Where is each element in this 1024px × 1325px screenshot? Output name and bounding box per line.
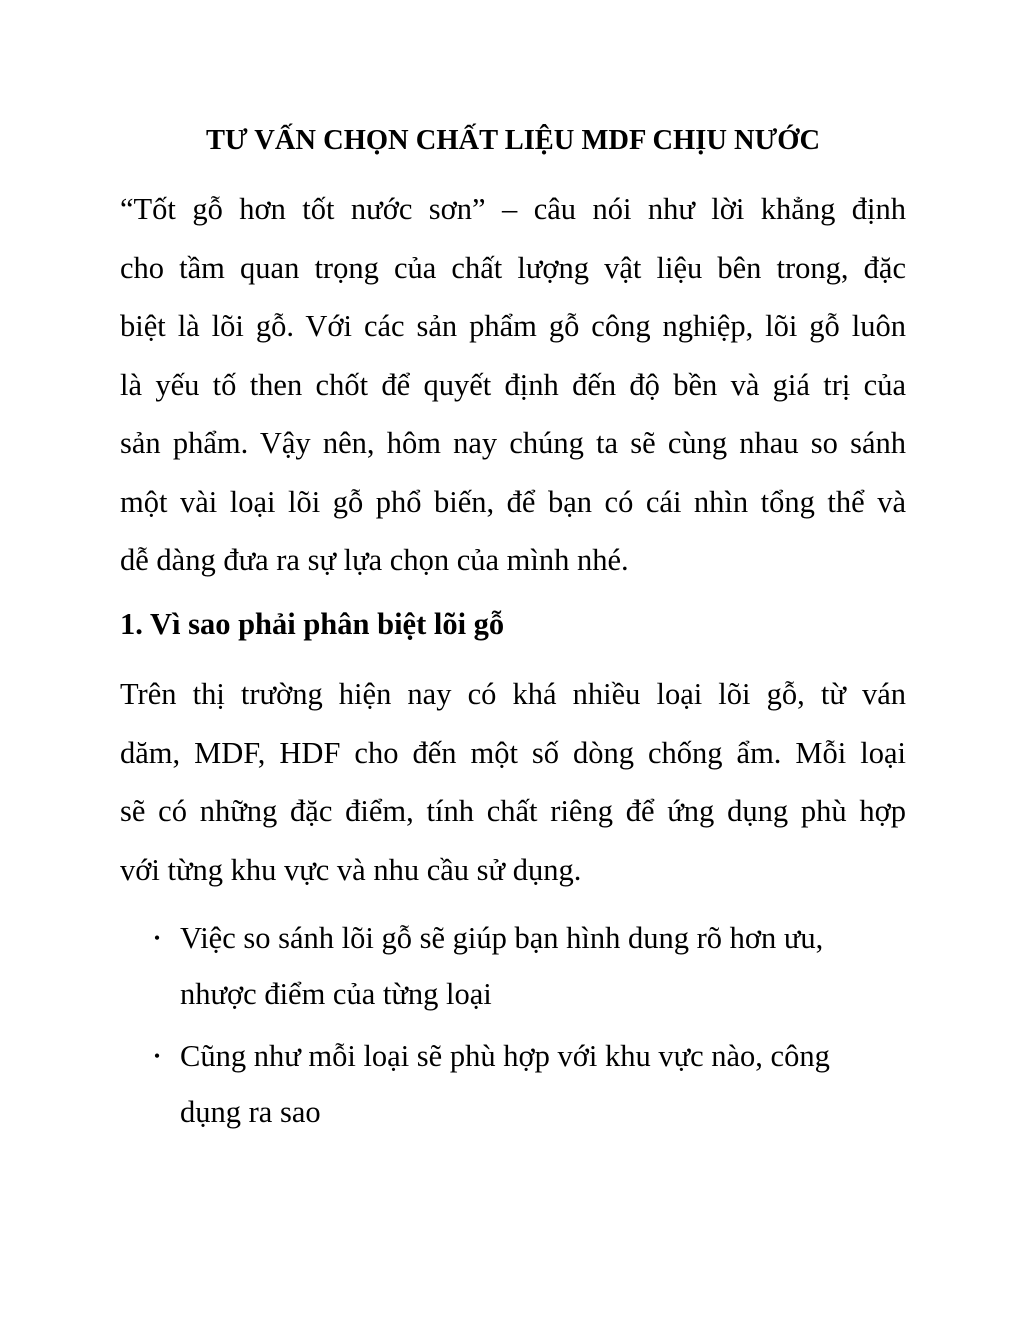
document-page — [120, 0, 906, 1325]
intro-line: sản phẩm. Vậy nên, hôm nay chúng ta sẽ cùng nhau so sánh — [120, 426, 906, 460]
section-line: với từng khu vực và nhu cầu sử dụng. — [120, 852, 582, 887]
bullet-line: dụng ra sao — [180, 1095, 321, 1129]
bullet-text — [180, 1028, 906, 1140]
bullet-line: nhược điểm của từng loại — [180, 977, 492, 1011]
bullet-icon: • — [153, 928, 161, 948]
bullet-list — [120, 910, 906, 1146]
bullet-icon: • — [153, 1046, 161, 1066]
intro-paragraph — [120, 180, 906, 590]
bullet-line: Cũng như mỗi loại sẽ phù hợp với khu vực nào, công — [180, 1039, 830, 1073]
bullet-item — [120, 910, 906, 1022]
intro-line: một vài loại lõi gỗ phổ biến, để bạn có cái nhìn tổng thể và — [120, 484, 906, 519]
bullet-line: Việc so sánh lõi gỗ sẽ giúp bạn hình dung rõ hơn ưu, — [180, 921, 824, 955]
intro-line: dễ dàng đưa ra sự lựa chọn của mình nhé. — [120, 543, 629, 577]
document-title: TƯ VẤN CHỌN CHẤT LIỆU MDF CHỊU NƯỚC — [205, 125, 821, 156]
intro-line: biệt là lõi gỗ. Với các sản phẩm gỗ công nghiệp, lõi gỗ luôn — [120, 309, 906, 343]
bullet-item — [120, 1028, 906, 1140]
bullet-text — [180, 910, 906, 1022]
intro-line: là yếu tố then chốt để quyết định đến độ bền và giá trị của — [120, 367, 906, 402]
section-line: sẽ có những đặc điểm, tính chất riêng để ứng dụng phù hợp — [120, 794, 906, 828]
intro-line: “Tốt gỗ hơn tốt nước sơn” – câu nói như lời khẳng định — [120, 192, 906, 226]
section-heading: 1. Vì sao phải phân biệt lõi gỗ — [120, 607, 505, 641]
intro-line: cho tầm quan trọng của chất lượng vật liệu bên trong, đặc — [120, 250, 906, 285]
section-line: Trên thị trường hiện nay có khá nhiều loại lõi gỗ, từ ván — [120, 677, 906, 711]
section-line: dăm, MDF, HDF cho đến một số dòng chống ẩm. Mỗi loại — [120, 735, 906, 770]
section-paragraph — [120, 665, 906, 899]
